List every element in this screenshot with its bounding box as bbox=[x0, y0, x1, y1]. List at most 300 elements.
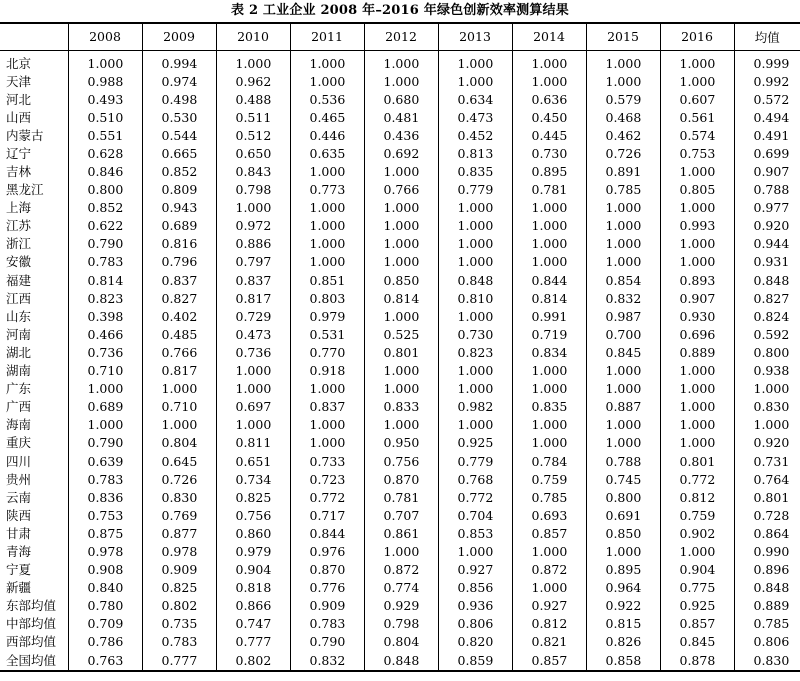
table-row bbox=[0, 452, 800, 470]
efficiency-value-cell: 0.717 bbox=[290, 507, 364, 525]
efficiency-value-cell: 0.823 bbox=[68, 290, 142, 308]
efficiency-value-cell: 0.837 bbox=[216, 272, 290, 290]
efficiency-value-cell: 0.825 bbox=[142, 579, 216, 597]
efficiency-value-cell: 0.707 bbox=[364, 507, 438, 525]
efficiency-value-cell: 0.770 bbox=[290, 344, 364, 362]
efficiency-value-cell: 0.700 bbox=[586, 326, 660, 344]
efficiency-value-cell: 0.889 bbox=[660, 344, 734, 362]
efficiency-value-cell: 0.962 bbox=[216, 73, 290, 91]
efficiency-value-cell: 0.777 bbox=[142, 652, 216, 671]
efficiency-value-cell: 1.000 bbox=[586, 416, 660, 434]
efficiency-value-cell: 0.781 bbox=[512, 181, 586, 199]
efficiency-value-cell: 1.000 bbox=[586, 73, 660, 91]
efficiency-value-cell: 0.857 bbox=[660, 615, 734, 633]
efficiency-value-cell: 1.000 bbox=[586, 253, 660, 271]
efficiency-value-cell: 0.804 bbox=[364, 633, 438, 651]
efficiency-value-cell: 0.830 bbox=[142, 489, 216, 507]
efficiency-value-cell: 0.466 bbox=[68, 326, 142, 344]
efficiency-value-cell: 1.000 bbox=[660, 416, 734, 434]
efficiency-value-cell: 0.809 bbox=[142, 181, 216, 199]
mean-value-cell: 0.800 bbox=[734, 344, 800, 362]
efficiency-value-cell: 0.886 bbox=[216, 235, 290, 253]
mean-value-cell: 0.731 bbox=[734, 452, 800, 470]
efficiency-table bbox=[0, 22, 800, 672]
mean-value-cell: 0.764 bbox=[734, 471, 800, 489]
region-name-cell: 海南 bbox=[6, 417, 32, 433]
efficiency-value-cell: 0.693 bbox=[512, 507, 586, 525]
efficiency-value-cell: 1.000 bbox=[290, 235, 364, 253]
region-name-cell: 黑龙江 bbox=[6, 182, 44, 198]
header-cell-2016: 2016 bbox=[660, 23, 734, 50]
efficiency-value-cell: 1.000 bbox=[512, 253, 586, 271]
region-name-cell: 山东 bbox=[6, 308, 32, 324]
efficiency-value-cell: 0.788 bbox=[586, 452, 660, 470]
efficiency-value-cell: 0.833 bbox=[364, 398, 438, 416]
efficiency-value-cell: 0.709 bbox=[68, 615, 142, 633]
efficiency-value-cell: 1.000 bbox=[438, 217, 512, 235]
efficiency-value-cell: 0.806 bbox=[438, 615, 512, 633]
efficiency-value-cell: 0.908 bbox=[68, 561, 142, 579]
efficiency-value-cell: 1.000 bbox=[290, 73, 364, 91]
efficiency-value-cell: 1.000 bbox=[290, 253, 364, 271]
efficiency-value-cell: 1.000 bbox=[660, 434, 734, 452]
header-cell-2013: 2013 bbox=[438, 23, 512, 50]
efficiency-value-cell: 0.848 bbox=[364, 652, 438, 671]
efficiency-value-cell: 1.000 bbox=[660, 50, 734, 73]
region-name-cell: 安徽 bbox=[6, 254, 32, 270]
efficiency-value-cell: 0.579 bbox=[586, 91, 660, 109]
mean-value-cell: 0.830 bbox=[734, 398, 800, 416]
efficiency-value-cell: 0.800 bbox=[68, 181, 142, 199]
efficiency-value-cell: 1.000 bbox=[364, 50, 438, 73]
efficiency-value-cell: 0.763 bbox=[68, 652, 142, 671]
efficiency-value-cell: 0.835 bbox=[512, 398, 586, 416]
efficiency-value-cell: 1.000 bbox=[512, 416, 586, 434]
region-name-cell: 福建 bbox=[6, 272, 32, 288]
efficiency-value-cell: 1.000 bbox=[216, 199, 290, 217]
efficiency-value-cell: 1.000 bbox=[438, 543, 512, 561]
table-row bbox=[0, 543, 800, 561]
mean-value-cell: 0.806 bbox=[734, 633, 800, 651]
efficiency-value-cell: 0.723 bbox=[290, 471, 364, 489]
table-row bbox=[0, 507, 800, 525]
efficiency-value-cell: 1.000 bbox=[364, 253, 438, 271]
efficiency-value-cell: 1.000 bbox=[512, 579, 586, 597]
region-name-cell: 山西 bbox=[6, 109, 32, 125]
efficiency-value-cell: 1.000 bbox=[512, 235, 586, 253]
table-row bbox=[0, 163, 800, 181]
header-cell-2010: 2010 bbox=[216, 23, 290, 50]
mean-value-cell: 0.728 bbox=[734, 507, 800, 525]
efficiency-value-cell: 1.000 bbox=[586, 217, 660, 235]
mean-value-cell: 0.920 bbox=[734, 217, 800, 235]
efficiency-value-cell: 0.689 bbox=[142, 217, 216, 235]
efficiency-value-cell: 0.843 bbox=[216, 163, 290, 181]
efficiency-value-cell: 0.462 bbox=[586, 127, 660, 145]
efficiency-value-cell: 0.993 bbox=[660, 217, 734, 235]
efficiency-value-cell: 1.000 bbox=[290, 199, 364, 217]
efficiency-value-cell: 1.000 bbox=[216, 380, 290, 398]
efficiency-value-cell: 0.691 bbox=[586, 507, 660, 525]
efficiency-value-cell: 0.857 bbox=[512, 525, 586, 543]
efficiency-value-cell: 1.000 bbox=[364, 217, 438, 235]
efficiency-value-cell: 0.735 bbox=[142, 615, 216, 633]
efficiency-value-cell: 0.779 bbox=[438, 181, 512, 199]
table-row bbox=[0, 91, 800, 109]
efficiency-value-cell: 1.000 bbox=[660, 543, 734, 561]
efficiency-value-cell: 0.812 bbox=[512, 615, 586, 633]
table-row bbox=[0, 380, 800, 398]
header-cell-2011: 2011 bbox=[290, 23, 364, 50]
table-row bbox=[0, 217, 800, 235]
efficiency-value-cell: 0.877 bbox=[142, 525, 216, 543]
efficiency-value-cell: 0.736 bbox=[216, 344, 290, 362]
region-name-cell: 广东 bbox=[6, 381, 32, 397]
efficiency-value-cell: 0.872 bbox=[364, 561, 438, 579]
efficiency-value-cell: 0.832 bbox=[290, 652, 364, 671]
efficiency-value-cell: 0.734 bbox=[216, 471, 290, 489]
efficiency-value-cell: 0.815 bbox=[586, 615, 660, 633]
efficiency-value-cell: 0.817 bbox=[216, 290, 290, 308]
efficiency-value-cell: 0.964 bbox=[586, 579, 660, 597]
header-cell-2009: 2009 bbox=[142, 23, 216, 50]
efficiency-value-cell: 0.753 bbox=[68, 507, 142, 525]
efficiency-value-cell: 0.858 bbox=[586, 652, 660, 671]
efficiency-value-cell: 0.872 bbox=[512, 561, 586, 579]
efficiency-value-cell: 0.802 bbox=[216, 652, 290, 671]
efficiency-value-cell: 1.000 bbox=[438, 73, 512, 91]
efficiency-value-cell: 0.816 bbox=[142, 235, 216, 253]
efficiency-value-cell: 0.813 bbox=[438, 145, 512, 163]
efficiency-value-cell: 0.801 bbox=[364, 344, 438, 362]
region-name-cell: 湖南 bbox=[6, 363, 32, 379]
efficiency-value-cell: 0.814 bbox=[512, 290, 586, 308]
efficiency-value-cell: 0.783 bbox=[290, 615, 364, 633]
efficiency-value-cell: 1.000 bbox=[438, 416, 512, 434]
table-row bbox=[0, 525, 800, 543]
table-row bbox=[0, 489, 800, 507]
efficiency-value-cell: 0.531 bbox=[290, 326, 364, 344]
efficiency-value-cell: 0.784 bbox=[512, 452, 586, 470]
efficiency-value-cell: 0.772 bbox=[660, 471, 734, 489]
efficiency-value-cell: 1.000 bbox=[438, 199, 512, 217]
efficiency-value-cell: 0.810 bbox=[438, 290, 512, 308]
efficiency-value-cell: 0.783 bbox=[68, 471, 142, 489]
table-row bbox=[0, 50, 800, 73]
efficiency-value-cell: 0.485 bbox=[142, 326, 216, 344]
efficiency-value-cell: 0.814 bbox=[364, 290, 438, 308]
efficiency-value-cell: 1.000 bbox=[660, 380, 734, 398]
efficiency-value-cell: 1.000 bbox=[364, 543, 438, 561]
region-name-cell: 上海 bbox=[6, 200, 32, 216]
efficiency-value-cell: 0.852 bbox=[142, 163, 216, 181]
efficiency-value-cell: 0.498 bbox=[142, 91, 216, 109]
region-name-cell: 湖北 bbox=[6, 344, 32, 360]
efficiency-value-cell: 0.726 bbox=[586, 145, 660, 163]
efficiency-value-cell: 1.000 bbox=[438, 308, 512, 326]
header-cell-2008: 2008 bbox=[68, 23, 142, 50]
efficiency-value-cell: 0.837 bbox=[142, 272, 216, 290]
efficiency-value-cell: 0.473 bbox=[438, 109, 512, 127]
efficiency-value-cell: 0.783 bbox=[68, 253, 142, 271]
efficiency-value-cell: 0.891 bbox=[586, 163, 660, 181]
efficiency-value-cell: 0.745 bbox=[586, 471, 660, 489]
efficiency-value-cell: 1.000 bbox=[438, 253, 512, 271]
efficiency-value-cell: 0.801 bbox=[660, 452, 734, 470]
efficiency-value-cell: 0.511 bbox=[216, 109, 290, 127]
table-row bbox=[0, 326, 800, 344]
efficiency-value-cell: 0.775 bbox=[660, 579, 734, 597]
efficiency-value-cell: 0.805 bbox=[660, 181, 734, 199]
efficiency-value-cell: 1.000 bbox=[290, 380, 364, 398]
efficiency-value-cell: 0.783 bbox=[142, 633, 216, 651]
efficiency-value-cell: 0.991 bbox=[512, 308, 586, 326]
header-cell-mean: 均值 bbox=[734, 23, 800, 50]
efficiency-value-cell: 0.907 bbox=[660, 290, 734, 308]
mean-value-cell: 0.699 bbox=[734, 145, 800, 163]
table-row bbox=[0, 561, 800, 579]
efficiency-value-cell: 0.859 bbox=[438, 652, 512, 671]
mean-value-cell: 0.491 bbox=[734, 127, 800, 145]
efficiency-value-cell: 0.909 bbox=[290, 597, 364, 615]
efficiency-value-cell: 0.561 bbox=[660, 109, 734, 127]
efficiency-value-cell: 0.950 bbox=[364, 434, 438, 452]
region-name-cell: 吉林 bbox=[6, 164, 32, 180]
efficiency-value-cell: 0.544 bbox=[142, 127, 216, 145]
mean-value-cell: 0.944 bbox=[734, 235, 800, 253]
efficiency-value-cell: 0.634 bbox=[438, 91, 512, 109]
mean-value-cell: 0.788 bbox=[734, 181, 800, 199]
table-row bbox=[0, 416, 800, 434]
region-name-cell: 天津 bbox=[6, 73, 32, 89]
mean-value-cell: 0.827 bbox=[734, 290, 800, 308]
region-name-cell: 广西 bbox=[6, 399, 32, 415]
efficiency-value-cell: 1.000 bbox=[512, 362, 586, 380]
mean-value-cell: 0.801 bbox=[734, 489, 800, 507]
efficiency-value-cell: 0.726 bbox=[142, 471, 216, 489]
efficiency-value-cell: 0.759 bbox=[512, 471, 586, 489]
efficiency-value-cell: 0.845 bbox=[660, 633, 734, 651]
efficiency-value-cell: 1.000 bbox=[364, 73, 438, 91]
efficiency-value-cell: 1.000 bbox=[586, 380, 660, 398]
efficiency-value-cell: 1.000 bbox=[586, 362, 660, 380]
efficiency-value-cell: 0.875 bbox=[68, 525, 142, 543]
efficiency-value-cell: 0.773 bbox=[290, 181, 364, 199]
table-row bbox=[0, 308, 800, 326]
efficiency-value-cell: 0.704 bbox=[438, 507, 512, 525]
efficiency-value-cell: 1.000 bbox=[586, 50, 660, 73]
mean-value-cell: 0.785 bbox=[734, 615, 800, 633]
efficiency-value-cell: 0.827 bbox=[142, 290, 216, 308]
efficiency-value-cell: 0.772 bbox=[290, 489, 364, 507]
region-name-cell: 内蒙古 bbox=[6, 127, 44, 143]
efficiency-value-cell: 0.812 bbox=[660, 489, 734, 507]
efficiency-value-cell: 0.918 bbox=[290, 362, 364, 380]
efficiency-value-cell: 1.000 bbox=[216, 50, 290, 73]
efficiency-value-cell: 0.772 bbox=[438, 489, 512, 507]
efficiency-value-cell: 0.628 bbox=[68, 145, 142, 163]
efficiency-value-cell: 1.000 bbox=[68, 380, 142, 398]
efficiency-value-cell: 0.756 bbox=[364, 452, 438, 470]
mean-value-cell: 0.992 bbox=[734, 73, 800, 91]
efficiency-value-cell: 0.811 bbox=[216, 434, 290, 452]
efficiency-value-cell: 0.512 bbox=[216, 127, 290, 145]
region-name-cell: 河北 bbox=[6, 91, 32, 107]
efficiency-value-cell: 0.697 bbox=[216, 398, 290, 416]
table-row bbox=[0, 181, 800, 199]
efficiency-value-cell: 0.893 bbox=[660, 272, 734, 290]
efficiency-value-cell: 0.436 bbox=[364, 127, 438, 145]
table-row bbox=[0, 109, 800, 127]
table-row bbox=[0, 434, 800, 452]
efficiency-value-cell: 0.861 bbox=[364, 525, 438, 543]
efficiency-value-cell: 0.730 bbox=[512, 145, 586, 163]
header-cell-2014: 2014 bbox=[512, 23, 586, 50]
mean-value-cell: 0.848 bbox=[734, 272, 800, 290]
efficiency-value-cell: 0.781 bbox=[364, 489, 438, 507]
region-name-cell: 中部均值 bbox=[6, 616, 57, 632]
mean-value-cell: 0.830 bbox=[734, 652, 800, 671]
efficiency-value-cell: 0.481 bbox=[364, 109, 438, 127]
efficiency-value-cell: 0.800 bbox=[586, 489, 660, 507]
efficiency-value-cell: 0.639 bbox=[68, 452, 142, 470]
efficiency-value-cell: 0.895 bbox=[586, 561, 660, 579]
efficiency-value-cell: 0.835 bbox=[438, 163, 512, 181]
efficiency-value-cell: 0.766 bbox=[142, 344, 216, 362]
efficiency-value-cell: 1.000 bbox=[290, 434, 364, 452]
efficiency-value-cell: 0.979 bbox=[216, 543, 290, 561]
efficiency-value-cell: 0.925 bbox=[660, 597, 734, 615]
efficiency-value-cell: 0.866 bbox=[216, 597, 290, 615]
efficiency-value-cell: 1.000 bbox=[68, 50, 142, 73]
table-row bbox=[0, 145, 800, 163]
header-row bbox=[0, 23, 800, 50]
efficiency-value-cell: 0.837 bbox=[290, 398, 364, 416]
efficiency-value-cell: 0.851 bbox=[290, 272, 364, 290]
efficiency-value-cell: 0.943 bbox=[142, 199, 216, 217]
efficiency-value-cell: 1.000 bbox=[68, 416, 142, 434]
efficiency-value-cell: 0.978 bbox=[142, 543, 216, 561]
efficiency-value-cell: 0.854 bbox=[586, 272, 660, 290]
region-name-cell: 陕西 bbox=[6, 507, 32, 523]
efficiency-value-cell: 0.927 bbox=[438, 561, 512, 579]
efficiency-value-cell: 1.000 bbox=[512, 199, 586, 217]
efficiency-value-cell: 1.000 bbox=[512, 380, 586, 398]
region-name-cell: 浙江 bbox=[6, 236, 32, 252]
efficiency-value-cell: 0.650 bbox=[216, 145, 290, 163]
region-name-cell: 辽宁 bbox=[6, 145, 32, 161]
table-row bbox=[0, 471, 800, 489]
efficiency-value-cell: 0.710 bbox=[142, 398, 216, 416]
efficiency-value-cell: 0.785 bbox=[512, 489, 586, 507]
efficiency-value-cell: 0.692 bbox=[364, 145, 438, 163]
efficiency-value-cell: 0.636 bbox=[512, 91, 586, 109]
efficiency-value-cell: 1.000 bbox=[660, 163, 734, 181]
table-caption: 表 2 工业企业 2008 年–2016 年绿色创新效率测算结果 bbox=[231, 3, 569, 18]
efficiency-value-cell: 1.000 bbox=[364, 362, 438, 380]
table-row bbox=[0, 362, 800, 380]
efficiency-value-cell: 0.825 bbox=[216, 489, 290, 507]
efficiency-value-cell: 0.493 bbox=[68, 91, 142, 109]
efficiency-value-cell: 0.922 bbox=[586, 597, 660, 615]
efficiency-value-cell: 1.000 bbox=[512, 434, 586, 452]
efficiency-value-cell: 1.000 bbox=[216, 362, 290, 380]
efficiency-value-cell: 0.790 bbox=[68, 235, 142, 253]
efficiency-value-cell: 0.979 bbox=[290, 308, 364, 326]
efficiency-value-cell: 0.814 bbox=[68, 272, 142, 290]
table-row bbox=[0, 272, 800, 290]
table-row bbox=[0, 597, 800, 615]
table-row bbox=[0, 398, 800, 416]
mean-value-cell: 1.000 bbox=[734, 416, 800, 434]
header-cell-2012: 2012 bbox=[364, 23, 438, 50]
efficiency-value-cell: 0.976 bbox=[290, 543, 364, 561]
region-name-cell: 江苏 bbox=[6, 218, 32, 234]
mean-value-cell: 0.592 bbox=[734, 326, 800, 344]
efficiency-value-cell: 0.904 bbox=[216, 561, 290, 579]
efficiency-value-cell: 0.930 bbox=[660, 308, 734, 326]
efficiency-value-cell: 0.530 bbox=[142, 109, 216, 127]
region-name-cell: 贵州 bbox=[6, 471, 32, 487]
efficiency-value-cell: 0.826 bbox=[586, 633, 660, 651]
mean-value-cell: 0.824 bbox=[734, 308, 800, 326]
efficiency-value-cell: 0.710 bbox=[68, 362, 142, 380]
efficiency-value-cell: 0.982 bbox=[438, 398, 512, 416]
mean-value-cell: 0.931 bbox=[734, 253, 800, 271]
efficiency-value-cell: 0.870 bbox=[364, 471, 438, 489]
efficiency-value-cell: 1.000 bbox=[290, 163, 364, 181]
efficiency-value-cell: 0.798 bbox=[216, 181, 290, 199]
efficiency-value-cell: 0.779 bbox=[438, 452, 512, 470]
efficiency-value-cell: 1.000 bbox=[512, 73, 586, 91]
efficiency-value-cell: 1.000 bbox=[438, 50, 512, 73]
efficiency-value-cell: 0.846 bbox=[68, 163, 142, 181]
efficiency-value-cell: 1.000 bbox=[660, 253, 734, 271]
efficiency-value-cell: 0.988 bbox=[68, 73, 142, 91]
mean-value-cell: 1.000 bbox=[734, 380, 800, 398]
region-name-cell: 全国均值 bbox=[0, 652, 68, 671]
efficiency-value-cell: 0.645 bbox=[142, 452, 216, 470]
table-row bbox=[0, 127, 800, 145]
efficiency-value-cell: 0.927 bbox=[512, 597, 586, 615]
table-row bbox=[0, 633, 800, 651]
efficiency-value-cell: 0.987 bbox=[586, 308, 660, 326]
efficiency-value-cell: 0.473 bbox=[216, 326, 290, 344]
efficiency-value-cell: 0.780 bbox=[68, 597, 142, 615]
mean-value-cell: 0.907 bbox=[734, 163, 800, 181]
mean-value-cell: 0.864 bbox=[734, 525, 800, 543]
region-name-cell: 东部均值 bbox=[6, 598, 57, 614]
efficiency-value-cell: 0.468 bbox=[586, 109, 660, 127]
mean-value-cell: 0.494 bbox=[734, 109, 800, 127]
efficiency-value-cell: 1.000 bbox=[660, 73, 734, 91]
efficiency-value-cell: 1.000 bbox=[660, 235, 734, 253]
efficiency-value-cell: 0.870 bbox=[290, 561, 364, 579]
efficiency-value-cell: 1.000 bbox=[290, 50, 364, 73]
efficiency-value-cell: 1.000 bbox=[142, 416, 216, 434]
efficiency-value-cell: 1.000 bbox=[438, 380, 512, 398]
efficiency-value-cell: 1.000 bbox=[142, 380, 216, 398]
region-name-cell: 重庆 bbox=[6, 435, 32, 451]
efficiency-value-cell: 0.753 bbox=[660, 145, 734, 163]
efficiency-value-cell: 0.551 bbox=[68, 127, 142, 145]
table-row bbox=[0, 344, 800, 362]
table-body bbox=[0, 50, 800, 671]
mean-value-cell: 0.896 bbox=[734, 561, 800, 579]
efficiency-value-cell: 0.818 bbox=[216, 579, 290, 597]
efficiency-value-cell: 0.730 bbox=[438, 326, 512, 344]
efficiency-value-cell: 0.844 bbox=[290, 525, 364, 543]
